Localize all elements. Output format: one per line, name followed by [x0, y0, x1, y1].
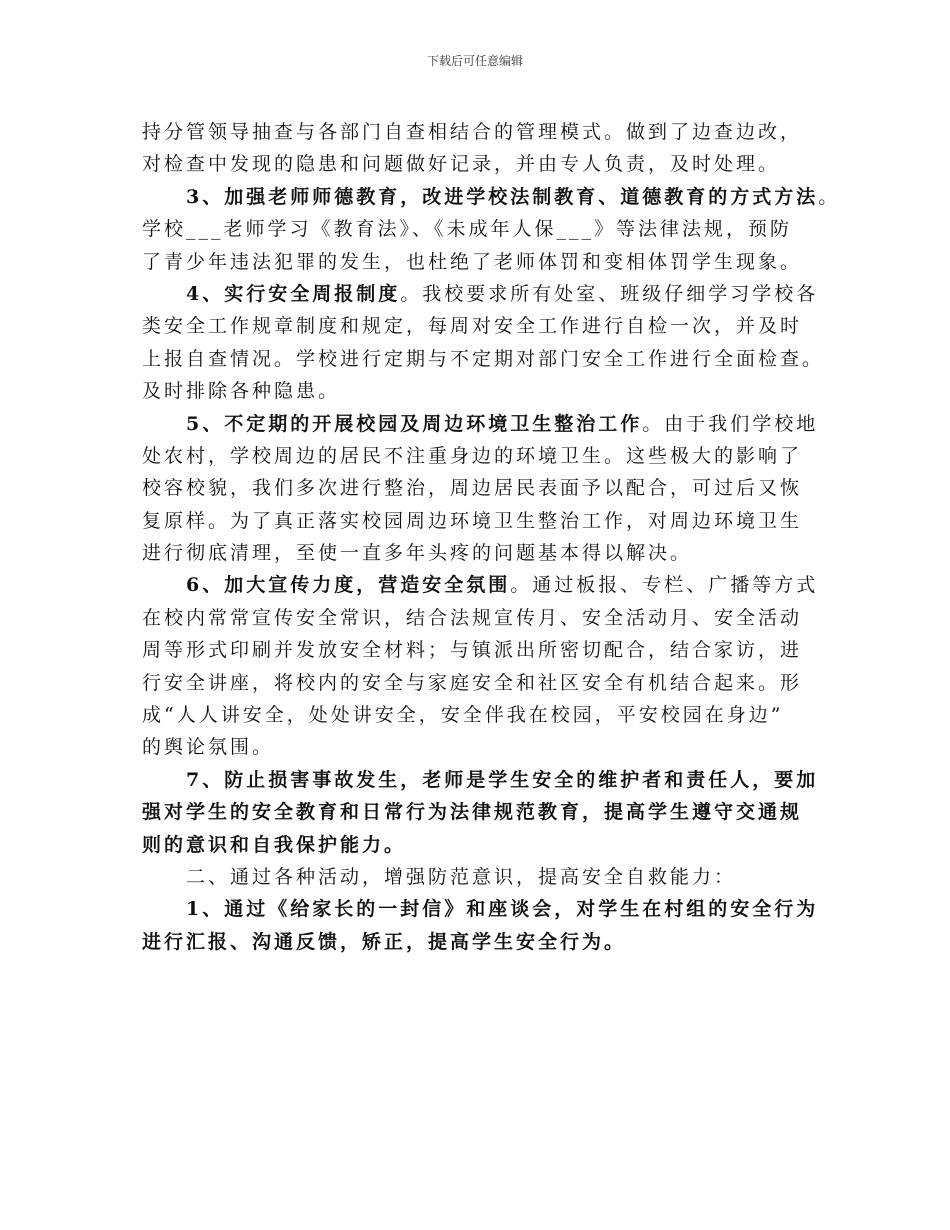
paragraph-heading-tail: 。: [818, 185, 841, 208]
paragraph-line: 处农村，学校周边的居民不注重身边的环境卫生。这些极大的影响了: [142, 444, 803, 467]
paragraph-item-6: [142, 569, 842, 763]
paragraph-line: 1、通过《给家长的一封信》和座谈会，对学生在村组的安全行为: [186, 898, 819, 921]
paragraph-line: 7、防止损害事故发生，老师是学生安全的维护者和责任人，要加: [186, 768, 819, 791]
paragraph-line: 了青少年违法犯罪的发生，也杜绝了老师体罚和变相体罚学生现象。: [142, 250, 803, 273]
paragraph-heading: 5、不定期的开展校园及周边环境卫生整治工作: [186, 412, 643, 435]
paragraph-line: 校容校貌，我们多次进行整治，周边居民表面予以配合，可过后又恢: [142, 477, 803, 500]
paragraph-line: 强对学生的安全教育和日常行为法律规范教育，提高学生遵守交通规: [142, 801, 803, 824]
paragraph-line: 复原样。为了真正落实校园周边环境卫生整治工作，对周边环境卫生: [142, 509, 803, 532]
section-heading: [142, 861, 842, 893]
paragraph-line: 进行汇报、沟通反馈，矫正，提高学生安全行为。: [142, 930, 627, 953]
document-content: [142, 116, 842, 958]
paragraph-line: 学校___老师学习《教育法》、《未成年人保___》等法律法规，预防: [142, 218, 793, 241]
paragraph-heading: 4、实行安全周报制度: [186, 282, 401, 305]
paragraph-item-3: [142, 181, 842, 278]
paragraph-line: 上报自查情况。学校进行定期与不定期对部门安全工作进行全面检查。: [142, 347, 825, 370]
paragraph-heading: 3、加强老师师德教育，改进学校法制教育、道德教育的方式方法: [186, 185, 819, 208]
paragraph-heading-tail: 。通过板报、专栏、广播等方式: [510, 574, 819, 597]
paragraph-heading-tail: 。由于我们学校地: [642, 412, 819, 435]
paragraph-item-4: [142, 278, 842, 408]
paragraph-first-line: [142, 408, 842, 440]
paragraph-line: 及时排除各种隐患。: [142, 380, 341, 403]
paragraph-line: 持分管领导抽查与各部门自查相结合的管理模式。做到了边查边改，: [142, 121, 803, 143]
paragraph-section-item-1: [142, 893, 842, 958]
paragraph-line: 成“人人讲安全，处处讲安全，安全伴我在校园，平安校园在身边”: [142, 704, 784, 727]
paragraph-continued: [142, 116, 842, 181]
page-header: 下载后可任意编辑: [426, 54, 523, 68]
paragraph-line: 类安全工作规章制度和规定，每周对安全工作进行自检一次，并及时: [142, 315, 803, 338]
paragraph-first-line: [142, 569, 842, 601]
section-heading-line: 二、通过各种活动，增强防范意识，提高安全自救能力：: [186, 865, 737, 888]
paragraph-heading-tail: 。我校要求所有处室、班级仔细学习学校各: [400, 282, 819, 305]
paragraph-line: 周等形式印刷并发放安全材料；与镇派出所密切配合，结合家访，进: [142, 639, 803, 662]
paragraph-line: 的舆论氛围。: [142, 736, 275, 759]
paragraph-line: 行安全讲座，将校内的安全与家庭安全和社区安全有机结合起来。形: [142, 671, 803, 694]
paragraph-heading: 6、加大宣传力度，营造安全氛围: [186, 574, 511, 597]
paragraph-item-7: [142, 764, 842, 861]
paragraph-line: 对检查中发现的隐患和问题做好记录，并由专人负责，及时处理。: [142, 153, 781, 176]
paragraph-first-line: [142, 181, 842, 213]
paragraph-line: 则的意识和自我保护能力。: [142, 833, 407, 856]
paragraph-line: 进行彻底清理，至使一直多年头疼的问题基本得以解决。: [142, 542, 693, 565]
paragraph-item-5: [142, 408, 842, 570]
paragraph-first-line: [142, 278, 842, 310]
paragraph-line: 在校内常常宣传安全常识，结合法规宣传月、安全活动月、安全活动: [142, 606, 803, 629]
